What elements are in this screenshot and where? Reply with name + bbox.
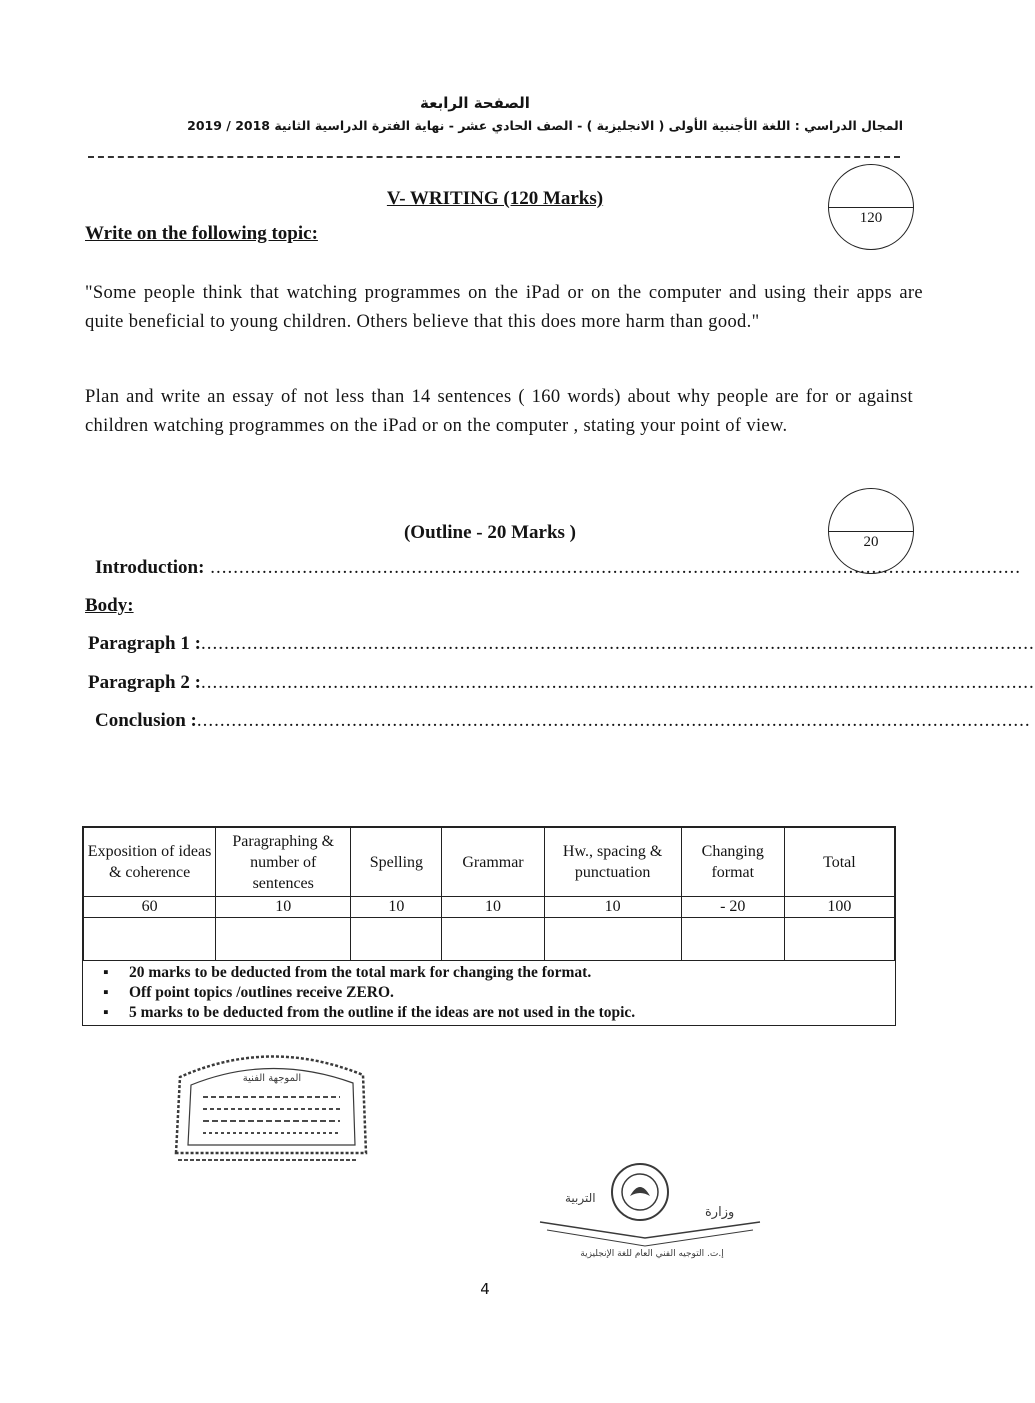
max-marks-cell: 10: [442, 897, 544, 918]
column-header: Exposition of ideas & coherence: [84, 828, 216, 897]
column-header: Grammar: [442, 828, 544, 897]
grading-table: [83, 827, 895, 961]
paragraph2-line[interactable]: [88, 672, 1035, 694]
school-stamp: [168, 1045, 373, 1163]
max-marks-cell: 100: [784, 897, 894, 918]
score-divider: [829, 207, 913, 208]
writing-score-circle: [828, 164, 914, 250]
table-header-row: [84, 828, 895, 897]
grading-rubric: [82, 826, 896, 1026]
table-row: [84, 897, 895, 918]
page-number: 4: [480, 1280, 490, 1298]
conclusion-line[interactable]: [95, 710, 1031, 732]
score-entry-cell[interactable]: [84, 918, 216, 961]
task-description: Plan and write an essay of not less than 14 sentences ( 160 words) about why people are for or against children watching programmes on the iPad or on the computer , stating your point of view.: [85, 387, 913, 436]
emblem-bottom-text: إ.ت. التوجيه الفني العام للغة الإنجليزية: [580, 1249, 724, 1259]
score-entry-cell[interactable]: [544, 918, 681, 961]
arabic-subject-line: المجال الدراسي : اللغة الأجنبية الأولى ( الانجليزية ) - الصف الحادي عشر - نهاية الفترة الدراسية الثانية 2018 / 2019: [187, 118, 903, 133]
score-entry-cell[interactable]: [784, 918, 894, 961]
section-title: V- WRITING (120 Marks): [386, 188, 604, 209]
instruction-heading: Write on the following topic:: [85, 223, 318, 244]
max-marks-cell: - 20: [681, 897, 784, 918]
paragraph1-line[interactable]: [88, 633, 1035, 655]
score-entry-cell[interactable]: [681, 918, 784, 961]
answer-dotted-line: .................................................................................................................................................: [196, 710, 1031, 731]
conclusion-label: Conclusion :: [95, 710, 197, 731]
score-entry-row: [84, 918, 895, 961]
grading-notes: [83, 961, 895, 1025]
emblem-text-right: التربية: [565, 1191, 596, 1205]
column-header: Hw., spacing & punctuation: [544, 828, 681, 897]
score-divider: [829, 531, 913, 532]
max-marks-cell: 60: [84, 897, 216, 918]
grading-note: ▪ 5 marks to be deducted from the outline if the ideas are not used in the topic.: [133, 1003, 895, 1023]
column-header: Spelling: [351, 828, 442, 897]
introduction-line[interactable]: [95, 557, 1021, 579]
emblem-text-left: وزارة: [705, 1205, 735, 1220]
column-header: Paragraphing & number of sentences: [216, 828, 351, 897]
answer-dotted-line: .............................................................................................................................................: [204, 557, 1021, 578]
stamp-arabic-text: الموجهة الفنية: [242, 1073, 302, 1084]
header-divider: [88, 156, 900, 158]
outline-title: (Outline - 20 Marks ): [403, 522, 577, 543]
body-label: Body:: [85, 595, 134, 616]
max-marks-cell: 10: [216, 897, 351, 918]
paragraph2-label: Paragraph 2 :: [88, 672, 201, 693]
paragraph1-label: Paragraph 1 :: [88, 633, 201, 654]
column-header: Changing format: [681, 828, 784, 897]
answer-dotted-line: .................................................................................................................................................: [200, 633, 1035, 654]
arabic-page-title: الصفحة الرابعة: [420, 94, 530, 112]
max-marks-cell: 10: [351, 897, 442, 918]
topic-quote: "Some people think that watching programmes on the iPad or on the computer and using their apps are quite beneficial to young children. Others believe that this does more harm than good.": [85, 283, 923, 332]
answer-dotted-line: .................................................................................................................................................: [200, 672, 1035, 693]
max-marks-cell: 10: [544, 897, 681, 918]
outline-total-marks: 20: [863, 534, 879, 551]
introduction-label: Introduction:: [95, 557, 205, 578]
score-entry-cell[interactable]: [442, 918, 544, 961]
ministry-emblem: [535, 1150, 770, 1260]
column-header: Total: [784, 828, 894, 897]
grading-note: ▪ Off point topics /outlines receive ZERO.: [133, 983, 895, 1003]
score-entry-cell[interactable]: [351, 918, 442, 961]
score-entry-cell[interactable]: [216, 918, 351, 961]
grading-note: ▪ 20 marks to be deducted from the total mark for changing the format.: [133, 963, 895, 983]
writing-total-marks: 120: [859, 210, 883, 227]
